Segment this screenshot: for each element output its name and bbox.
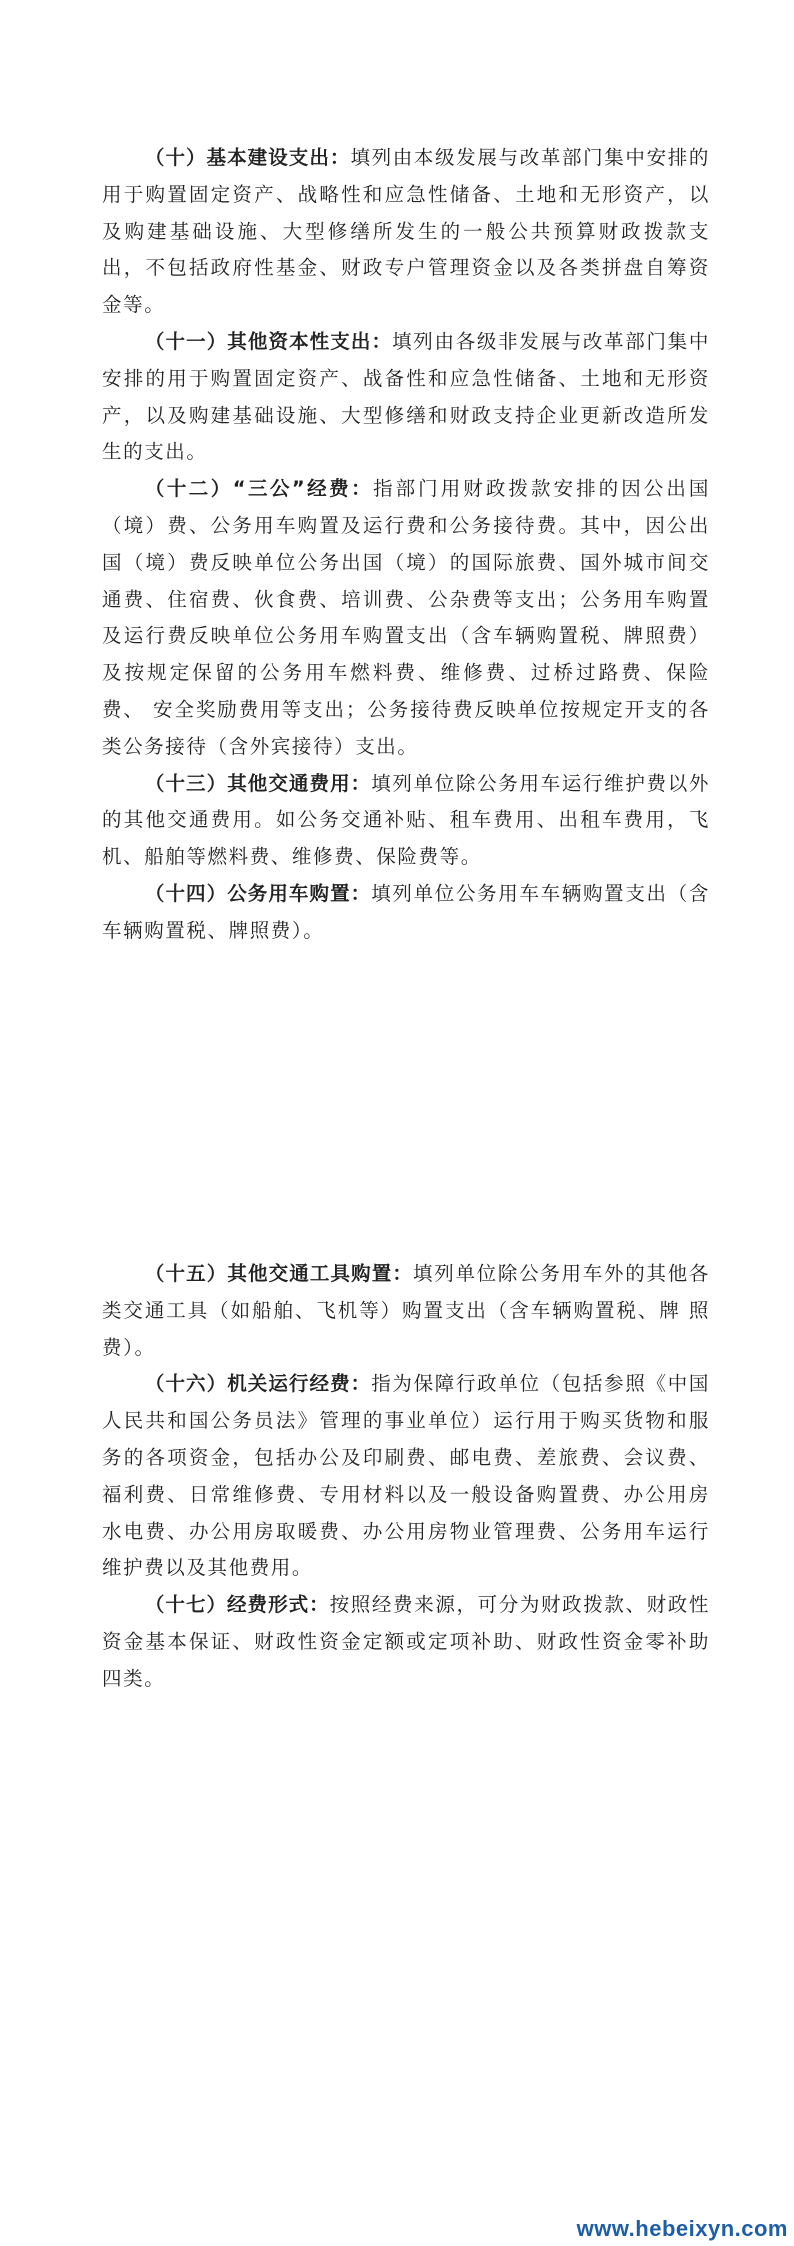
paragraph-heading: （十七）经费形式： <box>144 1593 330 1617</box>
paragraph-body: 按照经费来源，可分为财政拨款、财政性资金基本保证、财政性资金定额或定项补助、财政性资金零补助四类。 <box>102 1593 710 1690</box>
paragraph-heading: （十）基本建设支出： <box>144 146 351 169</box>
paragraph-agency-operation <box>102 1366 710 1587</box>
paragraph-body: 填列单位除公务用车外的其他各类交通工具（如船舶、飞机等）购置支出（含车辆购置税、牌 照费）。 <box>102 1262 710 1359</box>
paragraph-body: 指为保障行政单位（包括参照《中国人民共和国公务员法》管理的事业单位）运行用于购买货物和服务的各项资金，包括办公及印刷费、邮电费、差旅费、会议费、福利费、日常维修费、专用材料以及一般设备购置费、办公用房水电费、办公用房取暖费、办公用房物业管理费、公务用车运行维护费以及其他费用。 <box>102 1372 710 1580</box>
paragraph-funding-form <box>102 1587 710 1697</box>
paragraph-body: 指部门用财政拨款安排的因公出国（境）费、公务用车购置及运行费和公务接待费。其中，因公出国（境）费反映单位公务出国（境）的国际旅费、国外城市间交通费、住宿费、伙食费、培训费、公杂费等支出；公务用车购置及运行费反映单位公务用车购置支出（含车辆购置税、牌照费） 及按规定保留的公务用车燃料费、维修费、过桥过路费、保险费、 安全奖励费用等支出；公务接待费反映单位按规定开支的各类公务接待（含外宾接待）支出。 <box>102 477 710 758</box>
paragraph-heading: （十四）公务用车购置： <box>144 881 372 905</box>
paragraph-other-capital <box>102 324 710 471</box>
paragraph-heading: （十二）“三公”经费： <box>144 477 374 501</box>
paragraph-heading: （十三）其他交通费用： <box>144 771 372 795</box>
paragraph-body: 填列单位公务用车车辆购置支出（含车辆购置税、牌照费）。 <box>102 881 710 942</box>
document-section-top <box>102 140 710 950</box>
document-section-bottom <box>102 1256 710 1698</box>
paragraph-other-vehicle-purchase <box>102 1256 710 1366</box>
paragraph-heading: （十一）其他资本性支出： <box>144 329 393 353</box>
site-watermark: www.hebeixyn.com <box>576 2216 788 2241</box>
paragraph-other-transport <box>102 766 710 876</box>
paragraph-body: 填列单位除公务用车运行维护费以外的其他交通费用。如公务交通补贴、租车费用、出租车费用，飞机、船舶等燃料费、维修费、保险费等。 <box>102 771 710 869</box>
paragraph-vehicle-purchase <box>102 876 710 950</box>
paragraph-heading: （十五）其他交通工具购置： <box>144 1262 413 1285</box>
paragraph-three-public <box>102 471 710 765</box>
paragraph-basic-construction <box>102 140 710 324</box>
paragraph-body: 填列由本级发展与改革部门集中安排的用于购置固定资产、战略性和应急性储备、土地和无形资产，以及购建基础设施、大型修缮所发生的一般公共预算财政拨款支出，不包括政府性基金、财政专户管理资金以及各类拼盘自筹资金等。 <box>102 146 710 317</box>
paragraph-heading: （十六）机关运行经费： <box>144 1372 372 1396</box>
paragraph-body: 填列由各级非发展与改革部门集中安排的用于购置固定资产、战备性和应急性储备、土地和无形资产，以及购建基础设施、大型修缮和财政支持企业更新改造所发生的支出。 <box>102 329 710 464</box>
